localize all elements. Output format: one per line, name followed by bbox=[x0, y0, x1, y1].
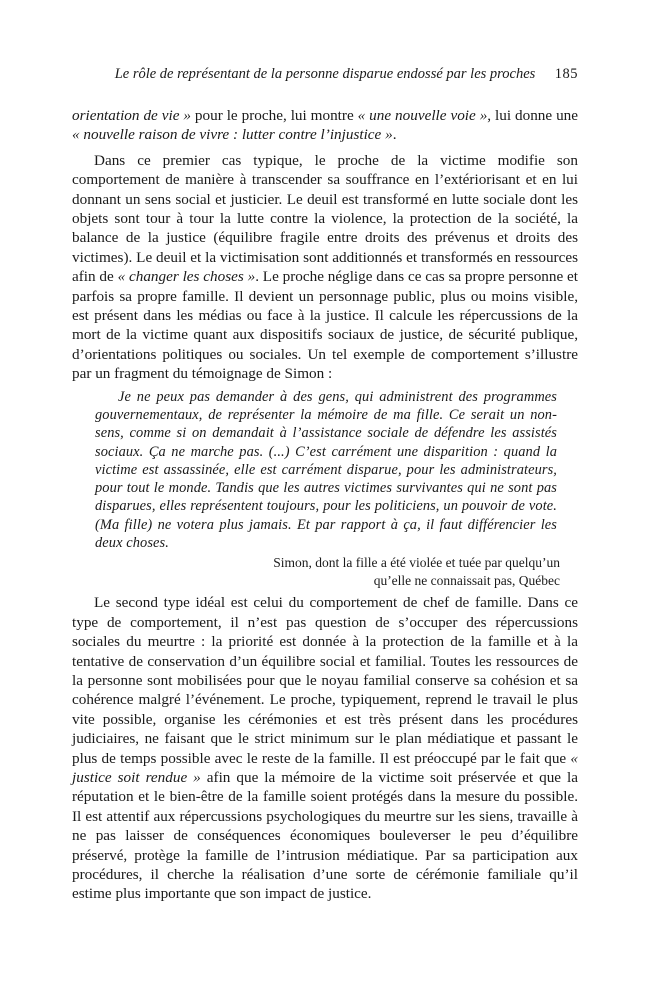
text-segment: . bbox=[392, 126, 397, 144]
text-segment: orientation de vie » bbox=[72, 107, 191, 124]
text-segment: « une nouvelle voie » bbox=[357, 107, 488, 124]
quote-attribution bbox=[72, 554, 560, 589]
page-number: 185 bbox=[554, 66, 578, 82]
paragraph-continuation bbox=[72, 106, 578, 145]
text-segment: pour le proche, lui montre bbox=[190, 107, 358, 124]
running-header bbox=[72, 66, 578, 83]
text-segment: « justice soit rendue » bbox=[72, 749, 578, 787]
attribution-line-1: Simon, dont la fille a été violée et tuée par quelqu’un bbox=[273, 555, 560, 571]
testimony-blockquote: Je ne peux pas demander à des gens, qui administrent des programmes gouvernementaux, de représenter la mémoire de ma fille. Ce serait un non-sens, comme si on demandait à l’assistance sociale de défendre les assistés sociaux. Ça ne marche pas. (...) C’est carrément une disparition : quand la victime est assassinée, elle est carrément disparue, pour les administrateurs, pour tout le monde. Tandis que les autres victimes survivantes qui ne sont pas disparues, elles représentent toujours, pour les politiciens, un pouvoir de vote. (Ma fille) ne votera plus jamais. Et par rapport à ça, il faut différencier les deux choses. bbox=[95, 388, 557, 552]
text-column bbox=[72, 106, 578, 904]
text-segment: « nouvelle raison de vivre : lutter contre l’injustice » bbox=[72, 126, 393, 144]
text-segment: Le second type idéal est celui du comportement de chef de famille. Dans ce type de comportement, il n’est pas question de s’occuper des répercussions sociales du meurtre : la priorité est donnée à la protection de la famille et à la tentative de conservation d’un équilibre social et familial. Toutes les ressources de la personne sont mobilisées pour que le noyau familial conserve sa cohésion et sa cohérence malgré l’événement. Le proche, typiquement, reprend le travail le plus vite possible, organise les cérémonies et est très présent dans les procédures judiciaires, ne faisant que le strict minimum sur le plan médiatique et passant le plus de temps possible avec le reste de la famille. Il est préoccupé par le fait que bbox=[72, 594, 578, 767]
paragraph-first-type bbox=[72, 151, 578, 384]
text-segment: « changer les choses » bbox=[117, 268, 256, 286]
paragraph-second-type bbox=[72, 593, 578, 904]
text-segment: afin que la mémoire de la victime soit préservée et que la réputation et le bien-être de la famille soient protégés dans la mesure du possible. Il est attentif aux répercussions psychologiques du meurtre sur les siens, travaille à ne pas laisser de conséquences économiques bouleverser le peu d’équilibre préservé, protège la famille de l’intrusion médiatique. Par sa participation aux procédures, il cherche la réalisation d’une sorte de cérémonie familiale qu’il estime plus importante que son impact de justice. bbox=[72, 769, 578, 903]
text-segment: , lui donne une bbox=[487, 107, 579, 124]
running-title: Le rôle de représentant de la personne disparue endossé par les proches bbox=[114, 66, 536, 82]
attribution-line-2: qu’elle ne connaissait pas, Québec bbox=[373, 572, 560, 588]
text-segment: Dans ce premier cas typique, le proche de la victime modifie son comportement de manière à transcender sa souffrance en l’extériorisant et en lui donnant un sens social et justicier. Le deuil est transformé en lutte sociale dont les objets sont tour à tour la lutte contre la violence, la protection de la société, la balance de la justice (équilibre fragile entre droits des prévenus et droits des victimes). Le deuil et la victimisation sont additionnés et transformés en ressources afin de bbox=[72, 151, 578, 286]
text-segment: . Le proche néglige dans ce cas sa propre personne et parfois sa propre famille. Il devient un personnage public, plus ou moins visible, est présent dans les médias ou face à la justice. Il calcule les répercussions de la mort de la victime quant aux dispositifs sociaux de justice, de sécurité publique, d’orientations politiques ou sociales. Un tel exemple de comportement s’illustre par un fragment du témoignage de Simon : bbox=[72, 268, 578, 383]
